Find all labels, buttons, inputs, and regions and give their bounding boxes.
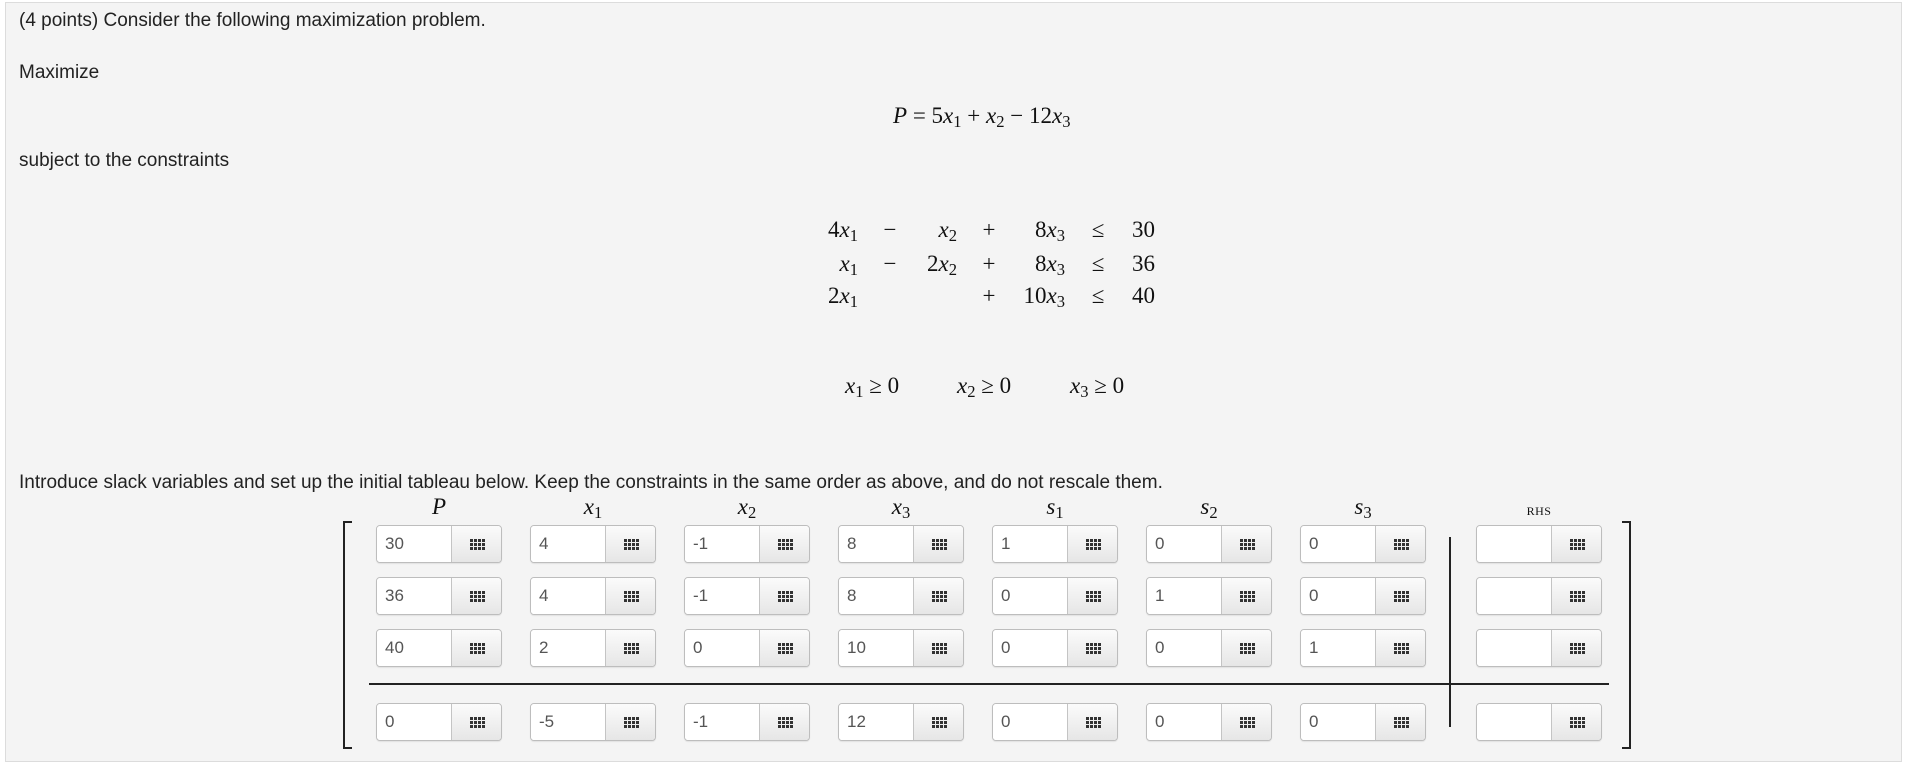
grid-icon [1240, 717, 1255, 728]
grid-icon [1394, 643, 1409, 654]
equation-editor-button[interactable] [451, 704, 502, 740]
equation-editor-button[interactable] [913, 704, 964, 740]
tableau-cell-r1-x3 [838, 525, 964, 563]
equation-editor-button[interactable] [1551, 526, 1602, 562]
tableau-input[interactable] [377, 526, 451, 562]
tableau-cell-r4-s2 [1146, 703, 1272, 741]
grid-icon [624, 591, 639, 602]
equation-editor-button[interactable] [913, 578, 964, 614]
tableau-input[interactable] [377, 630, 451, 666]
tableau-input[interactable] [685, 704, 759, 740]
grid-icon [624, 643, 639, 654]
tableau-input[interactable] [1147, 704, 1221, 740]
tableau-cell-r1-p [376, 525, 502, 563]
grid-icon [932, 539, 947, 550]
tableau-cell-r3-s2 [1146, 629, 1272, 667]
grid-icon [470, 643, 485, 654]
tableau-input[interactable] [993, 630, 1067, 666]
equation-editor-button[interactable] [451, 630, 502, 666]
tableau-input[interactable] [531, 704, 605, 740]
tableau-cell-r1-s2 [1146, 525, 1272, 563]
tableau-cell-r1-x2 [684, 525, 810, 563]
grid-icon [1570, 717, 1585, 728]
grid-icon [778, 717, 793, 728]
constraint-3-op2: + [982, 283, 996, 308]
grid-icon [624, 717, 639, 728]
tableau-header-x2: $x_2$ [737, 494, 757, 523]
grid-icon [1240, 643, 1255, 654]
constraint-1-op2: + [982, 217, 996, 242]
tableau-cell-r2-s1 [992, 577, 1118, 615]
equation-editor-button[interactable] [1551, 578, 1602, 614]
tableau-header-s3: $s_3$ [1354, 494, 1372, 523]
tableau-left-bracket [343, 521, 352, 749]
tableau-input[interactable] [1477, 526, 1551, 562]
tableau-input[interactable] [1477, 704, 1551, 740]
constraint-3-x3: $10x_3$ [1023, 283, 1065, 312]
instructions: Introduce slack variables and set up the initial tableau below. Keep the constraints in the same order as above, and do not rescale them. [19, 472, 1163, 493]
tableau-header-s2: $s_2$ [1200, 494, 1218, 523]
grid-icon [1086, 643, 1101, 654]
tableau-input[interactable] [839, 578, 913, 614]
tableau-cell-r3-s1 [992, 629, 1118, 667]
constraint-3-rhs: 40 [1132, 283, 1155, 308]
tableau-input[interactable] [1477, 578, 1551, 614]
equation-editor-button[interactable] [605, 704, 656, 740]
tableau-rhs-divider [1449, 537, 1451, 727]
tableau-input[interactable] [1147, 526, 1221, 562]
tableau-cell-r2-x2 [684, 577, 810, 615]
grid-icon [778, 539, 793, 550]
equation-editor-button[interactable] [1375, 526, 1426, 562]
grid-icon [1570, 643, 1585, 654]
grid-icon [1240, 539, 1255, 550]
equation-editor-button[interactable] [1221, 704, 1272, 740]
tableau-input[interactable] [1301, 578, 1375, 614]
tableau-input[interactable] [839, 630, 913, 666]
tableau-input[interactable] [1301, 526, 1375, 562]
grid-icon [1086, 717, 1101, 728]
tableau-cell-r1-x1 [530, 525, 656, 563]
problem-intro: (4 points) Consider the following maximization problem. [19, 10, 486, 31]
tableau-input[interactable] [993, 526, 1067, 562]
tableau-cell-r3-rhs [1476, 629, 1602, 667]
equation-editor-button[interactable] [451, 578, 502, 614]
objective-function: $P = 5x_1 + x_2 - 12x_3$ [893, 103, 1071, 132]
grid-icon [932, 591, 947, 602]
equation-editor-button[interactable] [1375, 630, 1426, 666]
grid-icon [932, 643, 947, 654]
equation-editor-button[interactable] [451, 526, 502, 562]
equation-editor-button[interactable] [1375, 578, 1426, 614]
grid-icon [1086, 591, 1101, 602]
tableau-cell-r4-p [376, 703, 502, 741]
equation-editor-button[interactable] [1067, 526, 1118, 562]
tableau-cell-r4-x2 [684, 703, 810, 741]
grid-icon [470, 539, 485, 550]
tableau-cell-r1-s3 [1300, 525, 1426, 563]
tableau-right-bracket [1622, 521, 1631, 749]
equation-editor-button[interactable] [1221, 526, 1272, 562]
constraint-3-x1: $2x_1$ [828, 283, 858, 312]
grid-icon [470, 717, 485, 728]
constraint-1-rhs: 30 [1132, 217, 1155, 242]
constraint-2-op2: + [982, 251, 996, 276]
constraint-2-rel: ≤ [1091, 251, 1105, 276]
tableau-input[interactable] [685, 630, 759, 666]
tableau-cell-r4-s1 [992, 703, 1118, 741]
equation-editor-button[interactable] [605, 630, 656, 666]
equation-editor-button[interactable] [1067, 630, 1118, 666]
constraint-1-op1: − [883, 217, 897, 242]
constraints-label: subject to the constraints [19, 150, 230, 171]
equation-editor-button[interactable] [1067, 704, 1118, 740]
tableau-input[interactable] [993, 704, 1067, 740]
equation-editor-button[interactable] [913, 630, 964, 666]
grid-icon [1086, 539, 1101, 550]
maximize-label: Maximize [19, 62, 100, 83]
tableau-header-p: P [431, 494, 447, 519]
grid-icon [470, 591, 485, 602]
equation-editor-button[interactable] [1375, 704, 1426, 740]
tableau-cell-r4-x1 [530, 703, 656, 741]
grid-icon [932, 717, 947, 728]
tableau-input[interactable] [1301, 630, 1375, 666]
tableau-cell-r2-x3 [838, 577, 964, 615]
equation-editor-button[interactable] [759, 526, 810, 562]
equation-editor-button[interactable] [759, 630, 810, 666]
tableau-input[interactable] [531, 526, 605, 562]
equation-editor-button[interactable] [1221, 578, 1272, 614]
tableau-header-rhs: RHS [1526, 504, 1552, 518]
tableau-cell-r4-s3 [1300, 703, 1426, 741]
tableau-header-x3: $x_3$ [891, 494, 911, 523]
equation-editor-button[interactable] [1551, 704, 1602, 740]
grid-icon [1570, 539, 1585, 550]
tableau-header-s1: $s_1$ [1046, 494, 1064, 523]
tableau-cell-r3-x2 [684, 629, 810, 667]
constraint-1-x1: $4x_1$ [828, 217, 858, 246]
grid-icon [624, 539, 639, 550]
tableau-objective-divider [369, 683, 1609, 685]
tableau-cell-r2-p [376, 577, 502, 615]
equation-editor-button[interactable] [605, 578, 656, 614]
tableau-input[interactable] [993, 578, 1067, 614]
tableau-input[interactable] [685, 526, 759, 562]
grid-icon [778, 643, 793, 654]
tableau-input[interactable] [685, 578, 759, 614]
equation-editor-button[interactable] [1551, 630, 1602, 666]
equation-editor-button[interactable] [759, 704, 810, 740]
constraint-2-rhs: 36 [1132, 251, 1155, 276]
equation-editor-button[interactable] [1221, 630, 1272, 666]
equation-editor-button[interactable] [759, 578, 810, 614]
nonneg-x1: $x_1 \ge 0$ [845, 373, 900, 402]
tableau-cell-r3-p [376, 629, 502, 667]
constraint-1-x2: $x_2$ [938, 217, 957, 246]
equation-editor-button[interactable] [1067, 578, 1118, 614]
nonneg-x2: $x_2 \ge 0$ [957, 373, 1012, 402]
tableau-cell-r2-s3 [1300, 577, 1426, 615]
tableau-input[interactable] [377, 704, 451, 740]
tableau-input[interactable] [531, 578, 605, 614]
grid-icon [778, 591, 793, 602]
grid-icon [1570, 591, 1585, 602]
tableau-input[interactable] [1147, 630, 1221, 666]
tableau-cell-r3-x1 [530, 629, 656, 667]
constraint-2-x2: $2x_2$ [927, 251, 957, 280]
tableau-header-x1: $x_1$ [583, 494, 603, 523]
tableau-cell-r2-x1 [530, 577, 656, 615]
grid-icon [1394, 591, 1409, 602]
grid-icon [1240, 591, 1255, 602]
tableau-input[interactable] [839, 526, 913, 562]
tableau-cell-r3-s3 [1300, 629, 1426, 667]
equation-editor-button[interactable] [605, 526, 656, 562]
tableau-input[interactable] [1301, 704, 1375, 740]
grid-icon [1394, 717, 1409, 728]
constraint-2-x1: $x_1$ [839, 251, 858, 280]
tableau-input[interactable] [377, 578, 451, 614]
constraint-3-rel: ≤ [1091, 283, 1105, 308]
grid-icon [1394, 539, 1409, 550]
constraint-2-x3: $8x_3$ [1035, 251, 1065, 280]
tableau-cell-r4-rhs [1476, 703, 1602, 741]
tableau-input[interactable] [531, 630, 605, 666]
tableau-input[interactable] [839, 704, 913, 740]
tableau-input[interactable] [1147, 578, 1221, 614]
tableau-input[interactable] [1477, 630, 1551, 666]
constraint-1-x3: $8x_3$ [1035, 217, 1065, 246]
equation-editor-button[interactable] [913, 526, 964, 562]
constraint-2-op1: − [883, 251, 897, 276]
tableau-cell-r1-s1 [992, 525, 1118, 563]
tableau-cell-r3-x3 [838, 629, 964, 667]
constraint-1-rel: ≤ [1091, 217, 1105, 242]
tableau-cell-r1-rhs [1476, 525, 1602, 563]
tableau-cell-r2-s2 [1146, 577, 1272, 615]
nonneg-x3: $x_3 \ge 0$ [1070, 373, 1125, 402]
tableau-cell-r2-rhs [1476, 577, 1602, 615]
tableau-cell-r4-x3 [838, 703, 964, 741]
